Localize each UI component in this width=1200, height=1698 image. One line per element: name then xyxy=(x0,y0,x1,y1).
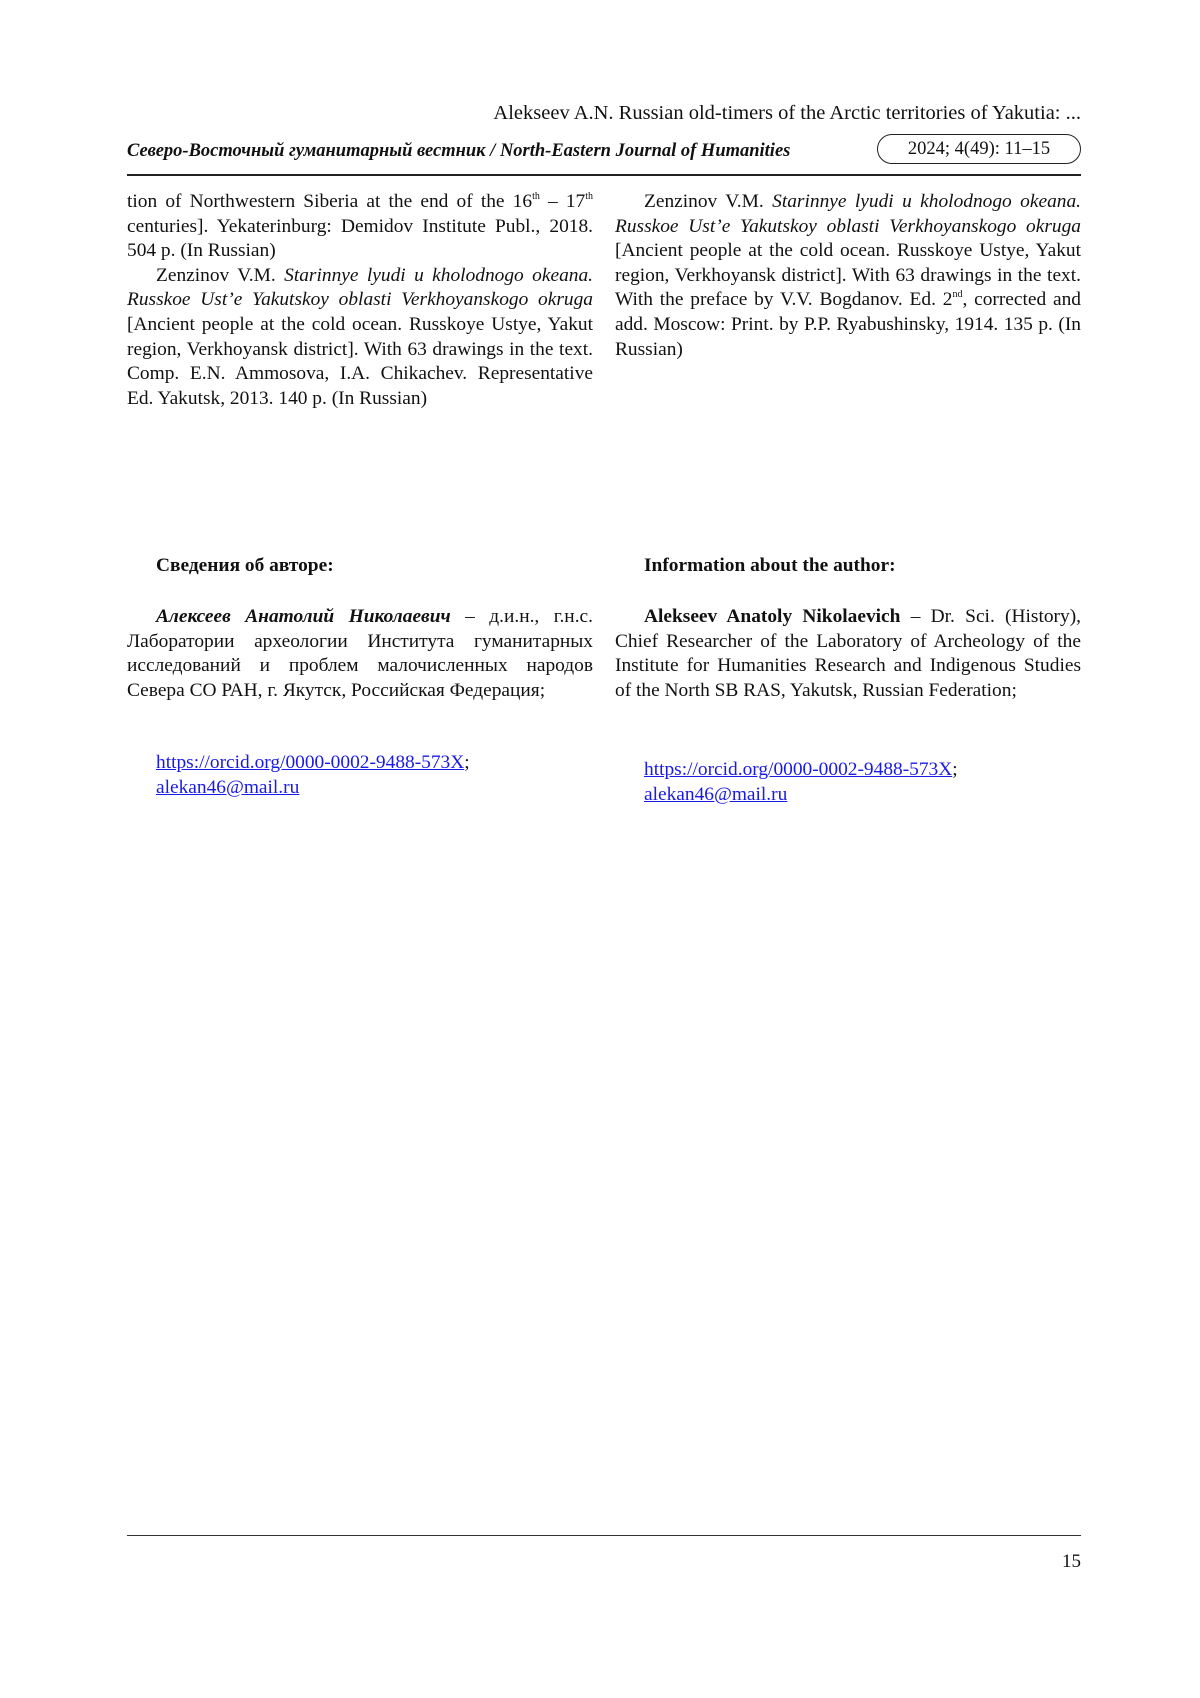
reference-zenzinov-1914: Zenzinov V.M. Starinnye lyudi u kholodnogo okeana. Russkoe Ust’e Yakutskoy oblasti Verkhoyanskogo okruga [Ancient people at the cold ocean. Russkoye Ustye, Yakut region, Verkhoyansk district]. With 63 drawings in the text. With the preface by V.V. Bogdanov. Ed. 2nd, corrected and add. Moscow: Print. by P.P. Ryabushinsky, 1914. 135 p. (In Russian) xyxy=(615,191,1081,360)
orcid-link-en[interactable]: https://orcid.org/0000-0002-9488-573X xyxy=(644,759,953,780)
email-link-en[interactable]: alekan46@mail.ru xyxy=(644,783,788,805)
author-name-en: Alekseev Anatoly Nikolaevich xyxy=(644,606,901,627)
reference-continued: tion of Northwestern Siberia at the end of the 16th – 17th centuries]. Yekaterinburg: Demidov Institute Publ., 2018. 504 p. (In Russian) xyxy=(127,191,594,262)
header-divider xyxy=(127,174,1081,176)
author-contacts-ru: https://orcid.org/0000-0002-9488-573X; alekan46@mail.ru xyxy=(156,752,470,798)
author-heading-en: Information about the author: xyxy=(644,555,896,576)
author-name-ru: Алексеев Анатолий Николаевич xyxy=(156,606,451,627)
journal-header xyxy=(127,134,1081,170)
issue-badge: 2024; 4(49): 11–15 xyxy=(877,134,1081,164)
email-link-ru[interactable]: alekan46@mail.ru xyxy=(156,776,300,798)
footer-divider xyxy=(127,1535,1081,1536)
running-title: Alekseev A.N. Russian old-timers of the Arctic territories of Yakutia: ... xyxy=(493,102,1081,124)
author-contacts-en: https://orcid.org/0000-0002-9488-573X; alekan46@mail.ru xyxy=(644,759,958,805)
journal-name: Северо-Восточный гуманитарный вестник / North-Eastern Journal of Humanities xyxy=(127,141,791,161)
reference-zenzinov-2013: Zenzinov V.M. Starinnye lyudi u kholodnogo okeana. Russkoe Ust’e Yakutskoy oblasti Verkhoyanskogo okruga [Ancient people at the cold ocean. Russkoye Ustye, Yakut region, Verkhoyansk district]. With 63 drawings in the text. Comp. E.N. Ammosova, I.A. Chikachev. Representative Ed. Yakutsk, 2013. 140 p. (In Russian) xyxy=(127,264,593,409)
author-details-en: Alekseev Anatoly Nikolaevich – Dr. Sci. (History), Chief Researcher of the Laboratory of Archeology of the Institute for Humanities Research and Indigenous Studies of the North SB RAS, Yakutsk, Russian Federation; xyxy=(615,606,1081,701)
page-number: 15 xyxy=(1062,1551,1081,1572)
references-right-column xyxy=(615,190,1081,362)
author-details-ru: Алексеев Анатолий Николаевич – д.и.н., г.н.с. Лаборатории археологии Института гуманитарных исследований и проблем малочисленных народов Севера СО РАН, г. Якутск, Российская Федерация; xyxy=(127,606,593,701)
orcid-link-ru[interactable]: https://orcid.org/0000-0002-9488-573X xyxy=(156,752,465,773)
references-left-column xyxy=(127,190,593,411)
author-heading-ru: Сведения об авторе: xyxy=(156,555,334,576)
